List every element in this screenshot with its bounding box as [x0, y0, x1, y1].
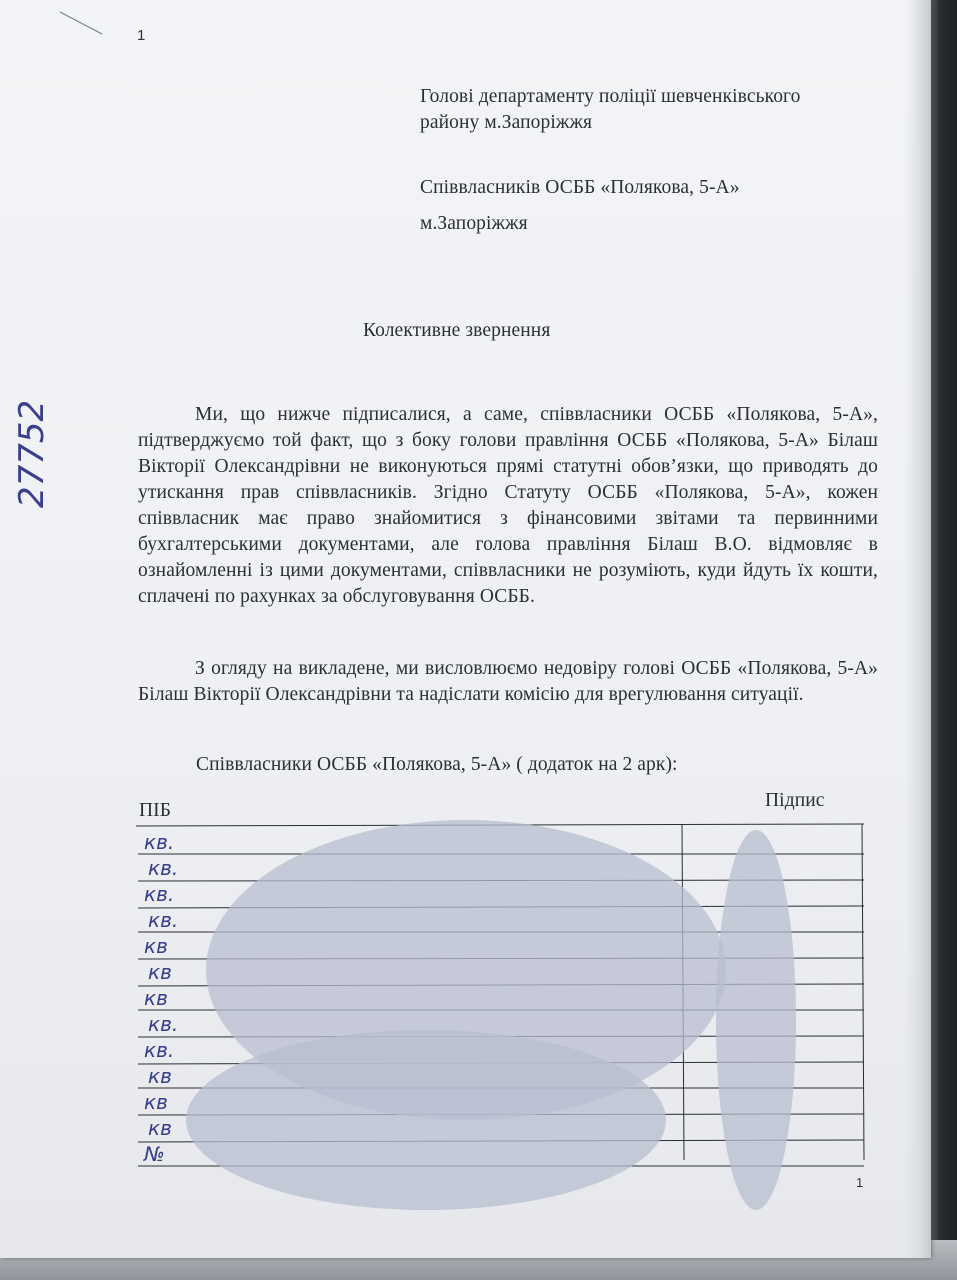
addressee-block	[420, 84, 801, 136]
table-row-label: кв	[144, 1090, 168, 1114]
table-row-label: кв	[148, 1116, 172, 1140]
table-row-label: кв.	[148, 908, 179, 932]
table-row-label: кв	[148, 960, 172, 984]
sender-block	[420, 175, 740, 237]
table-row-label: кв.	[144, 830, 175, 854]
annex-line: Співвласники ОСББ «Полякова, 5-А» ( додаток на 2 арк):	[196, 754, 678, 775]
page-edge-shadow	[905, 0, 931, 1258]
table-row-label: кв.	[144, 1038, 175, 1062]
sender-line-2: м.Запоріжжя	[420, 213, 528, 234]
margin-stamp-text: 27752	[12, 399, 52, 508]
paragraph-2: З огляду на викладене, ми висловлюємо недовіру голові ОСББ «Полякова, 5-А» Білаш Вікторії Олександрівни та надіслати комісію для врегулювання ситуації.	[138, 658, 878, 705]
table-row-label: кв	[144, 986, 168, 1010]
paragraph-1: Ми, що нижче підписалися, а саме, співвласники ОСББ «Полякова, 5-А», підтверджуємо той факт, що з боку голови правління ОСББ «Полякова, 5-А» Білаш Вікторії Олександрівни не виконуються прямі статутні обов’язки, що приводять до утискання прав співвласників. Згідно Статуту ОСББ «Полякова, 5-А», кожен співвласник має право знайомитися з фінансовими звітами та первинними бухгалтерськими документами, але голова правління Білаш В.О. відмовляє в ознайомленні із цими документами, співвласники не розуміють, куди йдуть їх кошти, сплачені по рахунках за обслуговування ОСББ.	[138, 404, 878, 607]
table-row-label: кв	[144, 934, 168, 958]
page-number-top: 1	[137, 27, 146, 44]
signature-table	[136, 820, 866, 1210]
table-row-label: кв.	[148, 856, 179, 880]
table-row-label: кв.	[144, 882, 175, 906]
document-title: Колективне звернення	[363, 320, 551, 341]
table-row-label: №	[144, 1142, 165, 1166]
redaction-blur	[186, 820, 796, 1210]
margin-registration-number	[12, 400, 52, 508]
sender-line-1: Співвласників ОСББ «Полякова, 5-А»	[420, 177, 740, 198]
table-row-label: кв.	[148, 1012, 179, 1036]
page-number-bottom: 1	[856, 1175, 864, 1190]
column-label-name: ПІБ	[139, 800, 172, 821]
addressee-line-2: району м.Запоріжжя	[420, 112, 593, 133]
column-label-signature: Підпис	[765, 790, 825, 811]
table-row-label: кв	[148, 1064, 172, 1088]
pencil-mark-icon	[58, 10, 108, 40]
addressee-line-1: Голові департаменту поліції шевченківського	[420, 86, 801, 107]
